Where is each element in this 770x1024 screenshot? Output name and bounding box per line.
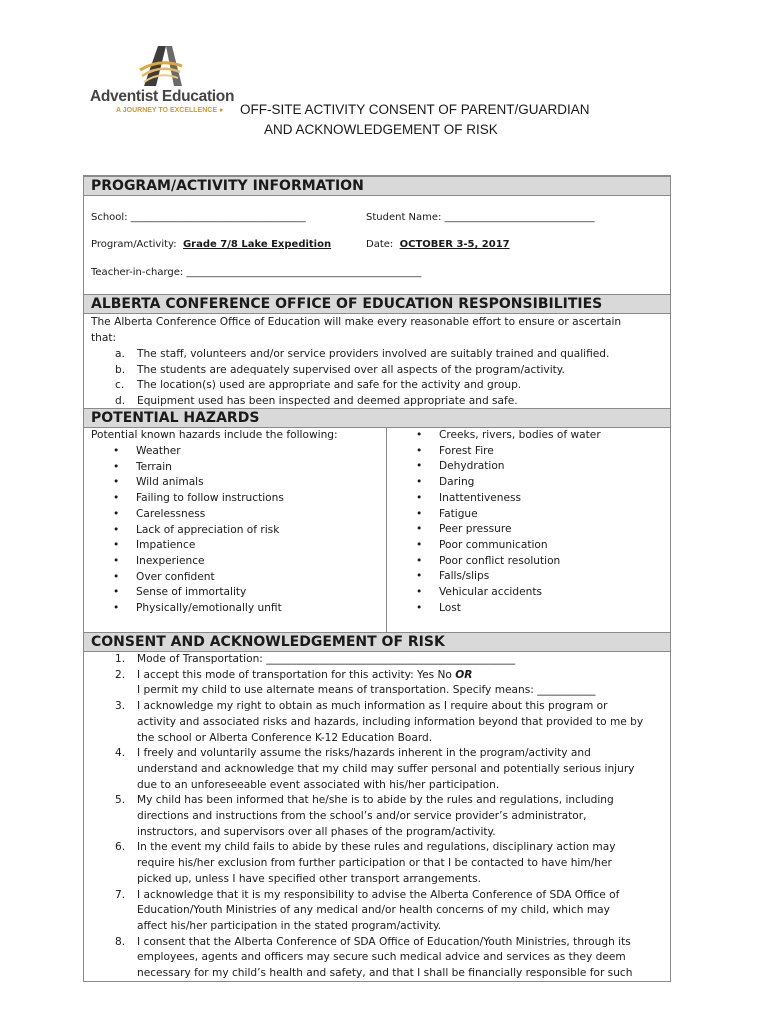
adventist-education-logo — [86, 44, 236, 124]
consent-form — [83, 175, 671, 982]
consent-item-line: I permit my child to use alternate means of transportation. Specify means: ___________ — [137, 684, 596, 697]
hazard-item: • Failing to follow instructions — [108, 491, 284, 507]
consent-item — [84, 888, 643, 935]
consent-heading: CONSENT AND ACKNOWLEDGEMENT OF RISK — [84, 632, 670, 652]
hazard-item: • Physically/emotionally unfit — [108, 601, 284, 617]
consent-item-line: the school or Alberta Conference K-12 Education Board. — [137, 731, 433, 744]
office-item-marker: b. — [115, 363, 126, 376]
date-label: Date: — [366, 239, 394, 250]
activity-label: Program/Activity: — [91, 239, 177, 250]
consent-item — [84, 668, 643, 699]
consent-item-line: Education/Youth Ministries of any medical and/or health concerns of my child, which may — [137, 904, 610, 917]
hazard-item: • Lost — [411, 601, 601, 617]
hazard-item: • Peer pressure — [411, 522, 601, 538]
hazard-item: • Terrain — [108, 460, 284, 476]
consent-item-number: 8. — [115, 935, 126, 948]
program-heading: PROGRAM/ACTIVITY INFORMATION — [84, 176, 670, 196]
consent-item-number: 7. — [115, 888, 126, 901]
hazard-item: • Poor communication — [411, 538, 601, 554]
consent-item-number: 5. — [115, 794, 126, 807]
consent-item-line: instructors, and supervisors over all phases of the program/activity. — [137, 825, 496, 838]
consent-item-number: 1. — [115, 653, 126, 665]
title-line-2: AND ACKNOWLEDGEMENT OF RISK — [264, 122, 498, 137]
logo-tagline: A JOURNEY TO EXCELLENCE ● — [116, 107, 224, 114]
document-title — [240, 100, 590, 140]
hazards-column-divider — [386, 428, 387, 632]
consent-item-line: require his/her exclusion from further participation or that I be contacted to have him/her — [137, 857, 612, 870]
hazards-right-list — [411, 428, 601, 616]
title-line-1: OFF-SITE ACTIVITY CONSENT OF PARENT/GUARDIAN — [240, 102, 590, 117]
office-item-marker: c. — [115, 379, 125, 392]
office-item-marker: a. — [115, 348, 125, 360]
office-item-text: The staff, volunteers and/or service providers involved are suitably trained and qualified. — [137, 348, 610, 360]
consent-item-number: 4. — [115, 747, 126, 760]
date-field — [366, 239, 510, 250]
consent-item-line: employees, agents and officers may secure such medical advice and services as they deem — [137, 951, 626, 964]
consent-item — [84, 699, 643, 746]
consent-item-line: I acknowledge my right to obtain as much information as I require about this program or — [137, 700, 608, 713]
office-item-text: The students are adequately supervised over all aspects of the program/activity. — [137, 363, 565, 376]
hazard-item: • Carelessness — [108, 507, 284, 523]
student-name-field[interactable]: Student Name: ______________________________ — [366, 212, 595, 223]
consent-item — [84, 652, 643, 668]
hazard-item: • Creeks, rivers, bodies of water — [411, 428, 601, 444]
hazard-item: • Weather — [108, 444, 284, 460]
teacher-field[interactable]: Teacher-in-charge: _______________________________________________ — [91, 267, 422, 278]
hazard-item: • Lack of appreciation of risk — [108, 523, 284, 539]
office-intro-line-1: The Alberta Conference Office of Education will make every reasonable effort to ensure or ascertain — [91, 316, 622, 328]
consent-item-line: My child has been informed that he/she is to abide by the rules and regulations, including — [137, 794, 614, 807]
consent-item — [84, 746, 643, 793]
office-heading: ALBERTA CONFERENCE OFFICE OF EDUCATION RESPONSIBILITIES — [84, 294, 670, 314]
consent-item-line: due to an unforeseeable event associated with his/her participation. — [137, 778, 500, 791]
consent-list — [84, 652, 643, 982]
consent-item-line: I accept this mode of transportation for this activity: Yes No OR — [137, 668, 473, 681]
activity-value: Grade 7/8 Lake Expedition — [182, 239, 332, 250]
office-item-text: Equipment used has been inspected and deemed appropriate and safe. — [137, 394, 518, 407]
hazard-item: • Sense of immortality — [108, 585, 284, 601]
hazard-item: • Vehicular accidents — [411, 585, 601, 601]
consent-item-line: Mode of Transportation: _______________________________________________ — [137, 653, 516, 665]
hazards-intro: Potential known hazards include the following: — [91, 429, 338, 441]
hazards-left-list — [108, 444, 284, 617]
hazard-item: • Dehydration — [411, 459, 601, 475]
consent-item-line: In the event my child fails to abide by these rules and regulations, disciplinary action may — [137, 841, 616, 854]
hazard-item: • Falls/slips — [411, 569, 601, 585]
hazard-item: • Forest Fire — [411, 444, 601, 460]
hazards-heading: POTENTIAL HAZARDS — [84, 408, 670, 428]
consent-item — [84, 793, 643, 840]
office-item-text: The location(s) used are appropriate and safe for the activity and group. — [137, 379, 522, 392]
consent-item-line: understand and acknowledge that my child may suffer personal and potentially serious injury — [137, 762, 635, 775]
date-value: OCTOBER 3-5, 2017 — [399, 239, 510, 250]
hazard-item: • Inexperience — [108, 554, 284, 570]
hazard-item: • Fatigue — [411, 507, 601, 523]
consent-item-line: activity and associated risks and hazards, including information beyond that provided to me by — [137, 715, 644, 728]
logo-mark-icon — [138, 44, 184, 90]
consent-item-number: 6. — [115, 841, 126, 854]
logo-name: Adventist Education — [90, 88, 235, 105]
consent-item — [84, 935, 643, 982]
consent-item-line: picked up, unless I have specified other transport arrangements. — [137, 872, 481, 885]
consent-item-line: necessary for my child’s health and safety, and that I shall be financially responsible for such — [137, 967, 633, 980]
consent-item-line: I acknowledge that it is my responsibility to advise the Alberta Conference of SDA Office of — [137, 888, 620, 901]
office-intro-line-2: that: — [91, 332, 117, 344]
consent-item-line: affect his/her participation in the stated program/activity. — [137, 919, 442, 932]
hazard-item: • Daring — [411, 475, 601, 491]
hazard-item: • Over confident — [108, 570, 284, 586]
hazard-item: • Inattentiveness — [411, 491, 601, 507]
office-item-marker: d. — [115, 394, 126, 407]
hazard-item: • Poor conflict resolution — [411, 554, 601, 570]
consent-item — [84, 840, 643, 887]
activity-field — [91, 239, 331, 250]
consent-item-line: I freely and voluntarily assume the risks/hazards inherent in the program/activity and — [137, 747, 591, 760]
consent-item-line: I consent that the Alberta Conference of SDA Office of Education/Youth Ministries, through its — [137, 935, 631, 948]
hazard-item: • Wild animals — [108, 475, 284, 491]
school-field[interactable]: School: ___________________________________ — [91, 212, 306, 223]
consent-item-line: directions and instructions from the school’s and/or service provider’s administrator, — [137, 810, 587, 823]
consent-item-number: 3. — [115, 700, 126, 713]
consent-item-number: 2. — [115, 668, 126, 681]
hazard-item: • Impatience — [108, 538, 284, 554]
